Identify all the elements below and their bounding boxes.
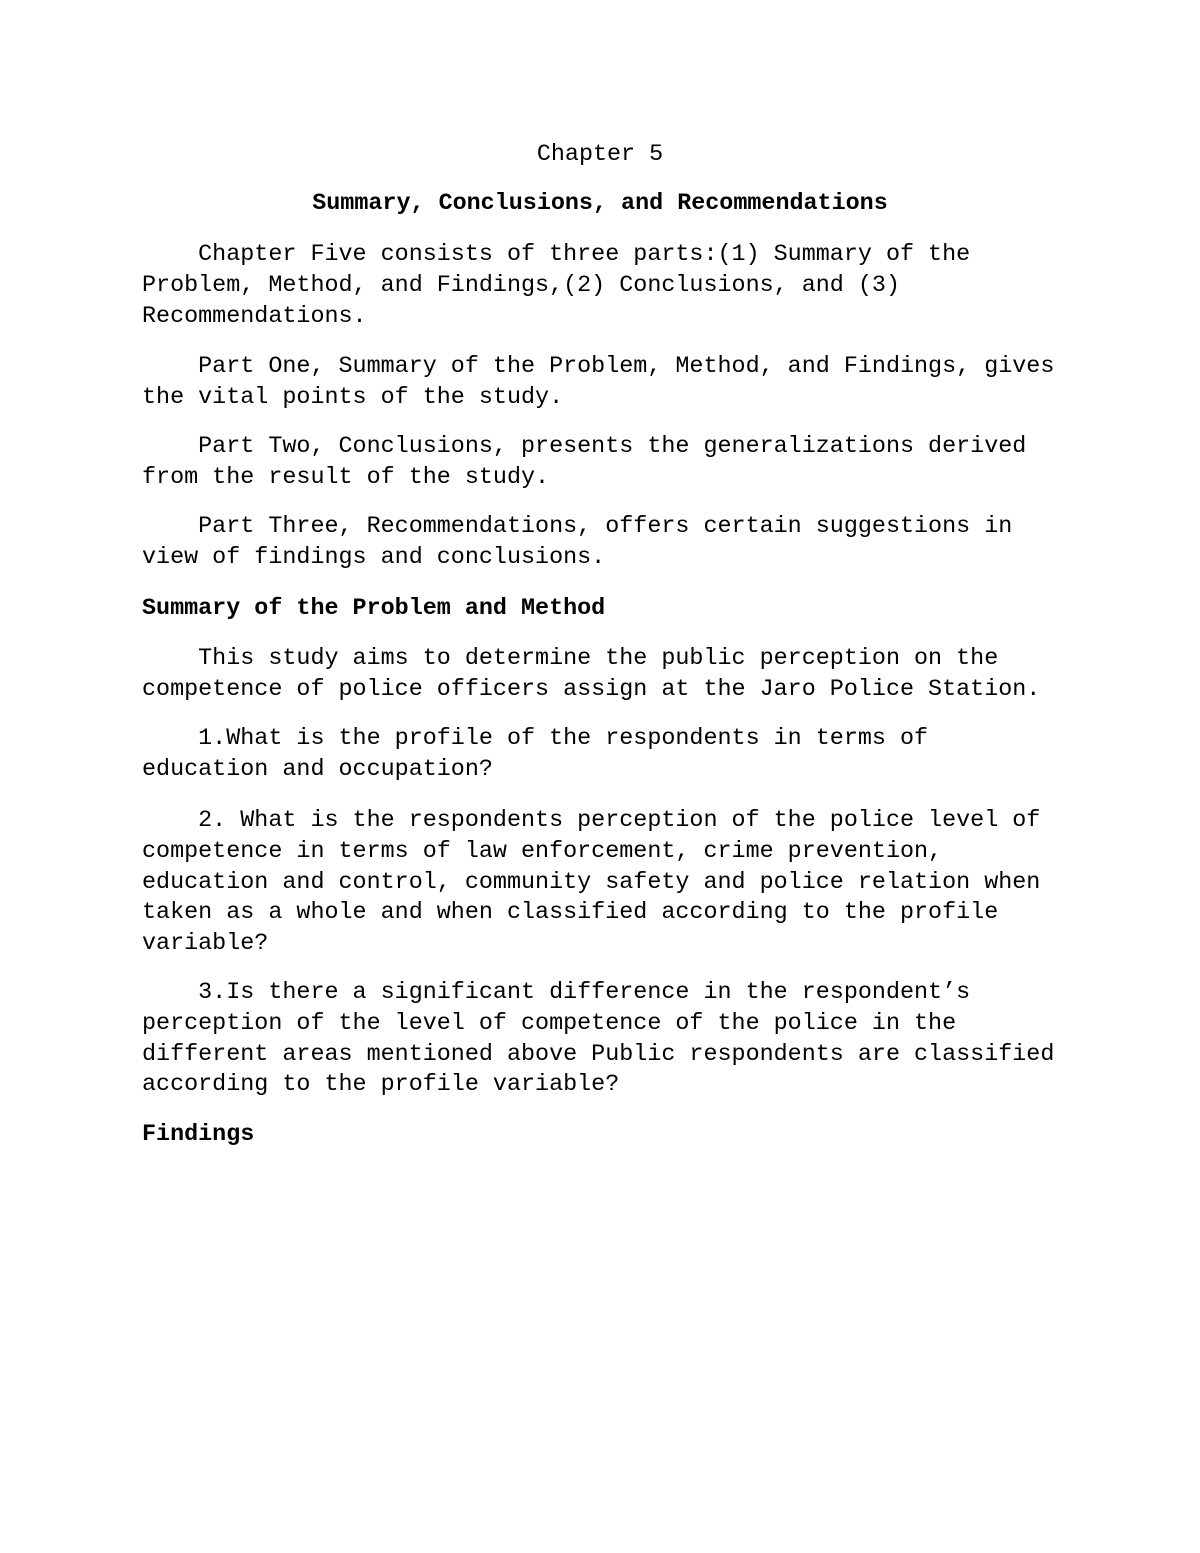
text-line: perception of the level of competence of the police in the xyxy=(142,1010,957,1037)
question-2-paragraph xyxy=(142,806,1082,960)
part-one-paragraph xyxy=(142,352,1082,414)
question-3-paragraph xyxy=(142,978,1082,1101)
text-line: according to the profile variable? xyxy=(142,1072,620,1099)
text-line: 1.What is the profile of the respondents in terms of xyxy=(142,726,929,752)
text-line: Part One, Summary of the Problem, Method, and Findings, gives xyxy=(142,354,1055,380)
part-two-paragraph xyxy=(142,432,1082,494)
text-line: competence of police officers assign at the Jaro Police Station. xyxy=(142,676,1041,703)
text-line: Chapter Five consists of three parts:(1) Summary of the xyxy=(142,242,971,268)
text-line: view of findings and conclusions. xyxy=(142,544,606,571)
findings-heading: Findings xyxy=(142,1122,255,1148)
intro-paragraph xyxy=(142,240,1082,332)
text-line: the vital points of the study. xyxy=(142,384,564,411)
part-three-paragraph xyxy=(142,512,1082,574)
text-line: Part Three, Recommendations, offers certain suggestions in xyxy=(142,514,1013,540)
text-line: Part Two, Conclusions, presents the generalizations derived xyxy=(142,434,1027,460)
question-1-paragraph xyxy=(142,724,1082,786)
text-line: competence in terms of law enforcement, crime prevention, xyxy=(142,838,943,865)
text-line: Problem, Method, and Findings,(2) Conclusions, and (3) xyxy=(142,272,900,299)
text-line: Recommendations. xyxy=(142,303,367,330)
text-line: variable? xyxy=(142,931,269,958)
text-line: 2. What is the respondents perception of the police level of xyxy=(142,808,1041,834)
text-line: education and occupation? xyxy=(142,756,493,783)
chapter-label: Chapter 5 xyxy=(536,142,664,168)
text-line: education and control, community safety and police relation when xyxy=(142,869,1041,896)
text-line: 3.Is there a significant difference in the respondent’s xyxy=(142,980,971,1006)
study-aim-paragraph xyxy=(142,644,1082,706)
document-title: Summary, Conclusions, and Recommendations xyxy=(312,191,888,217)
summary-section-heading: Summary of the Problem and Method xyxy=(142,596,606,622)
text-line: from the result of the study. xyxy=(142,464,550,491)
text-line: taken as a whole and when classified according to the profile xyxy=(142,900,999,927)
text-line: different areas mentioned above Public respondents are classified xyxy=(142,1041,1055,1068)
text-line: This study aims to determine the public perception on the xyxy=(142,646,999,672)
